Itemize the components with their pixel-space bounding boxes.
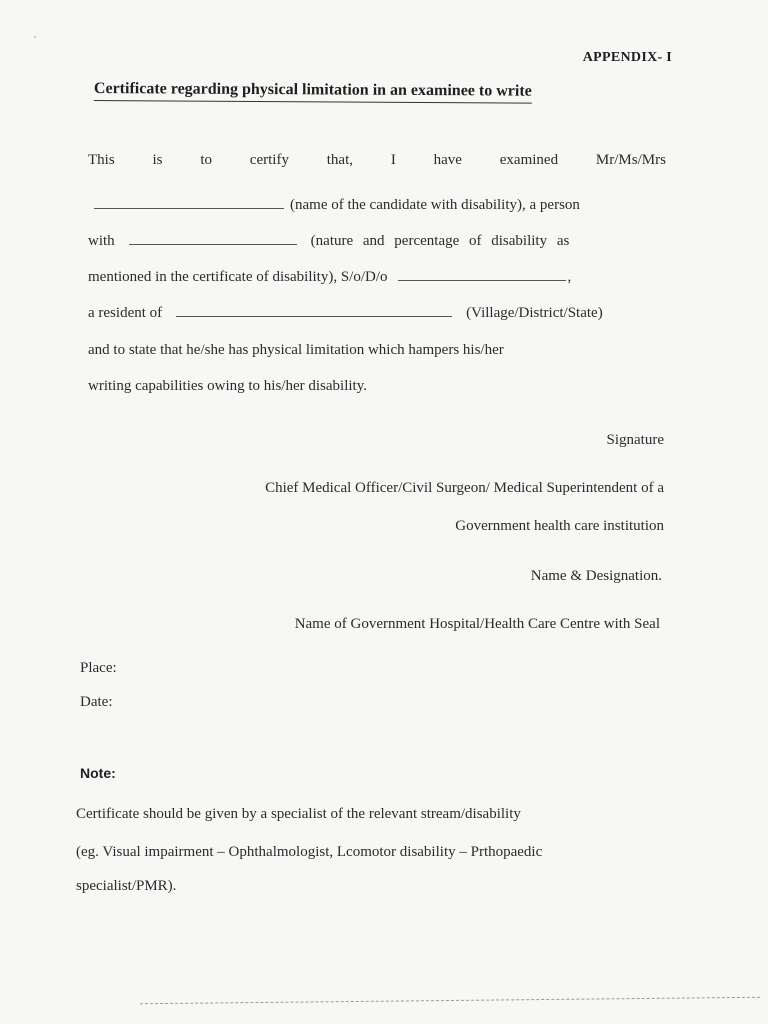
date-label: Date:	[80, 694, 113, 710]
body-word: examined	[499, 152, 559, 168]
place-label: Place:	[80, 660, 117, 676]
body-line-7	[88, 378, 666, 400]
body-line-2	[88, 196, 666, 218]
body-text: ,	[567, 269, 572, 285]
body-word: that,	[326, 152, 353, 168]
body-text: with	[88, 233, 115, 249]
body-word: is	[152, 152, 163, 168]
body-word: to	[200, 152, 212, 168]
officer-line-2: Government health care institution	[455, 518, 664, 534]
disability-nature-blank[interactable]	[129, 232, 297, 245]
officer-line-1: Chief Medical Officer/Civil Surgeon/ Medical Superintendent of a	[265, 480, 664, 496]
body-word: have	[433, 152, 462, 168]
body-text: (nature and percentage of disability as	[310, 233, 570, 249]
body-line-3	[88, 232, 666, 254]
hospital-seal-label: Name of Government Hospital/Health Care Centre with Seal	[294, 616, 660, 632]
note-line-1: Certificate should be given by a specialist of the relevant stream/disability	[76, 806, 521, 822]
note-line-3: specialist/PMR).	[76, 878, 177, 894]
parent-name-blank[interactable]	[398, 268, 566, 281]
body-word: certify	[249, 152, 289, 168]
body-text: a resident of	[88, 305, 163, 321]
body-text: mentioned in the certificate of disability), S/o/D/o	[88, 269, 388, 285]
certificate-title: Certificate regarding physical limitation in an examinee to write	[94, 80, 532, 104]
body-text: and to state that he/she has physical limitation which hampers his/her	[88, 342, 504, 358]
body-line-1	[88, 152, 666, 174]
note-heading: Note:	[80, 765, 116, 781]
note-line-2: (eg. Visual impairment – Ophthalmologist, Lcomotor disability – Prthopaedic	[76, 844, 543, 860]
residence-blank[interactable]	[176, 304, 452, 317]
scan-artifact-line	[140, 997, 760, 1006]
name-designation-label: Name & Designation.	[530, 568, 662, 584]
scan-speck	[34, 36, 36, 38]
signature-label: Signature	[606, 432, 664, 448]
body-line-4	[88, 268, 666, 290]
body-text: writing capabilities owing to his/her disability.	[88, 378, 367, 394]
appendix-label: APPENDIX- I	[582, 50, 672, 65]
body-line-6	[88, 342, 666, 364]
body-text: (name of the candidate with disability), a person	[290, 197, 580, 213]
candidate-name-blank[interactable]	[94, 196, 284, 209]
body-text: (Village/District/State)	[466, 305, 603, 321]
body-word: I	[390, 152, 396, 168]
body-word: This	[88, 152, 115, 168]
body-line-5	[88, 304, 666, 326]
body-word: Mr/Ms/Mrs	[595, 152, 666, 168]
